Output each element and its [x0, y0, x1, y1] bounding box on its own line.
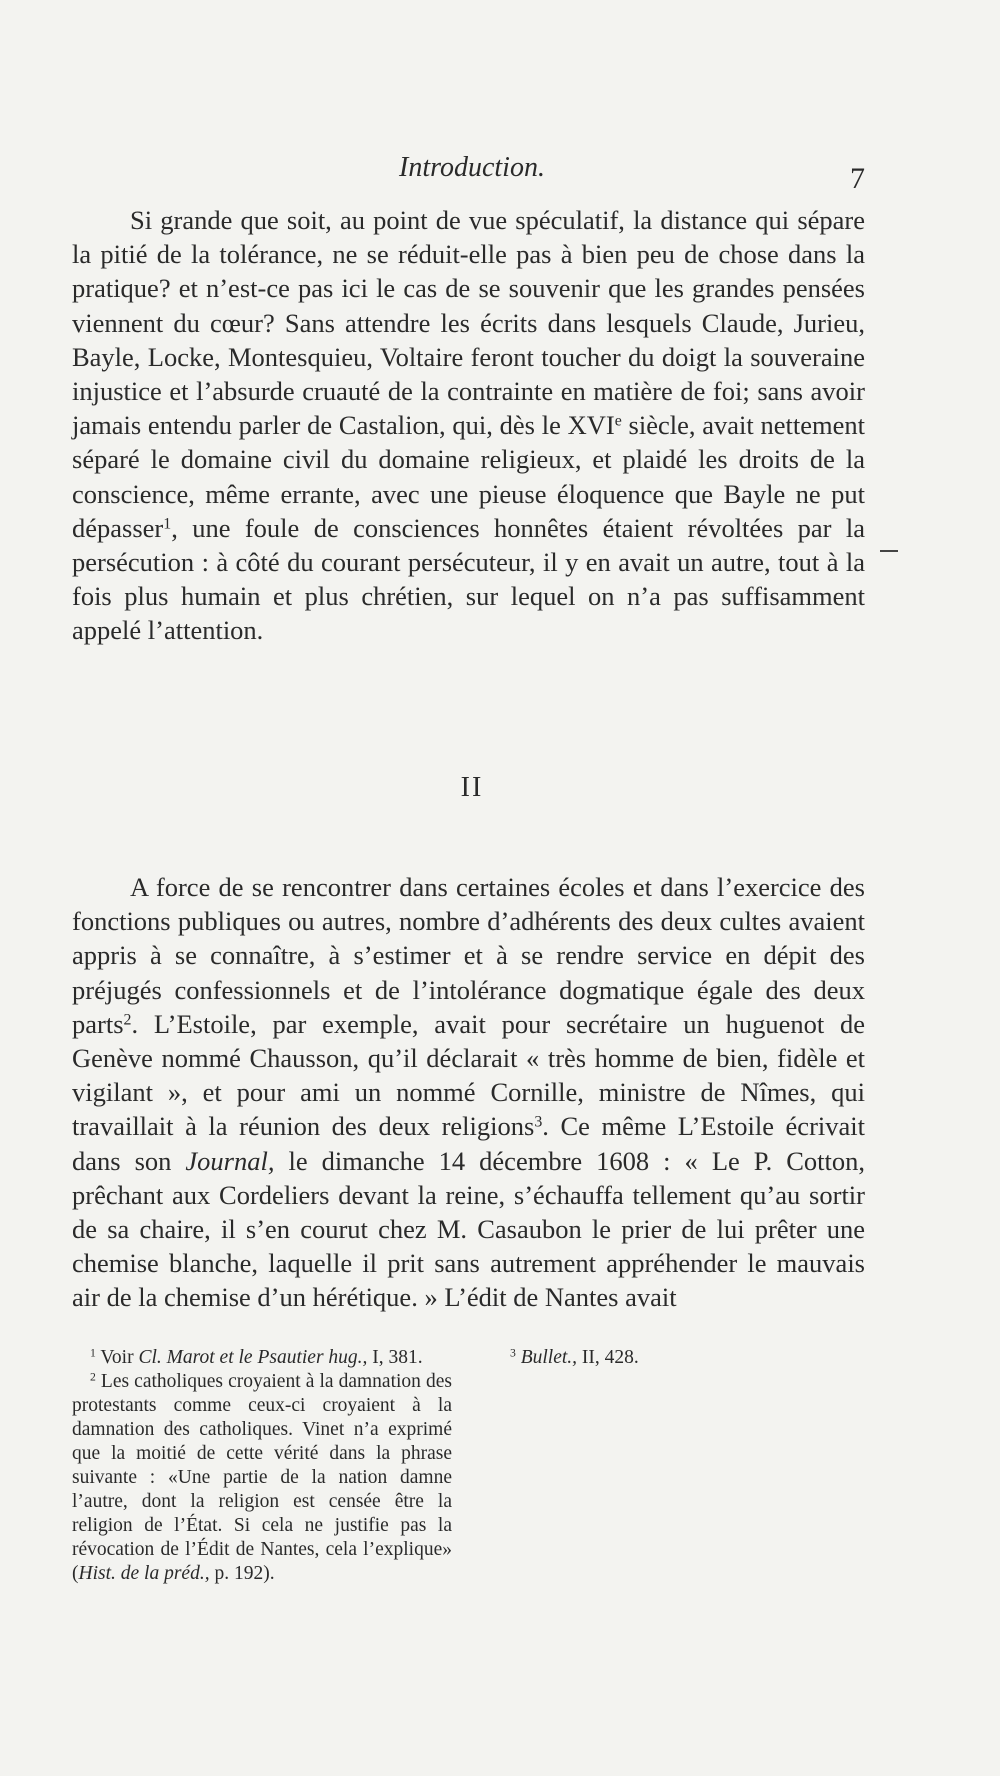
paragraph-1-text-a: Si grande que soit, au point de vue spéculatif, la distance qui sépare la pitié de la tolérance, ne se réduit-elle pas à bien peu de chose dans la pratique? et n’est-ce pas ici le cas de se souvenir que les grandes pensées viennent du cœur? Sans attendre les écrits dans lesquels Claude, Jurieu, Bayle, Locke, Montesquieu, Voltaire feront toucher du doigt la souveraine injustice et l’absurde cruauté de la contrainte en matière de foi; sans avoir jamais entendu parler de Castalion, qui, dès le XVI [72, 205, 865, 441]
journal-title: Journal, [185, 1145, 275, 1176]
paragraph-1-text-b: siècle, avait nettement séparé le domaine civil du domaine religieux, et plaidé les droits de la conscience, même errante, avec une pieuse éloquence que Bayle ne put dépasser [72, 410, 865, 543]
paragraph-2-text-c: . Ce même L’Estoile écrivait dans son [72, 1111, 865, 1176]
footnote-2-citation: Hist. de la préd., [78, 1563, 210, 1584]
footnote-2-text-a: Les catholiques croyaient à la damnation des protestants comme ceux-ci croyaient à la damnation des catholiques. Vinet n’a exprimé que la moitié de cette vérité dans la phrase suivante : «Une partie de la nation damne l’autre, dont la religion est censée être la religion de l’État. Si cela ne justifie pas la révocation de l’Édit de Nantes, cela l’explique» ( [72, 1371, 452, 1584]
paragraph-2-text-d: le dimanche 14 décembre 1608 : « Le P. Cotton, prêchant aux Cordeliers devant la reine, s’échauffa tellement qu’au sortir de sa chaire, il s’en courut chez M. Casaubon le prier de lui prêter une chemise blanche, laquelle il prit sans autrement appréhender le mauvais air de la chemise d’un hérétique. » L’édit de Nantes avait [72, 1145, 865, 1313]
footnote-2-text-b: p. 192). [209, 1563, 275, 1584]
section-heading: II [460, 772, 484, 803]
footnote-1-text-a: Voir [95, 1347, 139, 1368]
footnote-3-citation: Bullet., [515, 1347, 578, 1368]
footnote-3-number: 3 [510, 1346, 516, 1360]
footnotes-left-column [72, 1346, 452, 1586]
footnote-2 [72, 1370, 452, 1586]
footnotes [72, 1346, 872, 1586]
footnote-3-text-b: II, 428. [577, 1347, 639, 1368]
footnote-1 [72, 1346, 452, 1370]
paragraph-1-text-c: , une foule de consciences honnêtes étaient révoltées par la persécution : à côté du courant persécuteur, il y en avait un autre, tout à la fois plus humain et plus chrétien, sur lequel on n’a pas suffisamment appelé l’attention. [72, 512, 865, 646]
footnote-3 [492, 1346, 872, 1370]
footnote-1-title: Cl. Marot et le Psautier hug., [138, 1347, 368, 1368]
footnote-ref-1: 1 [163, 515, 172, 533]
footnote-2-number: 2 [90, 1370, 96, 1384]
paragraph-2-text-a: A force de se rencontrer dans certaines écoles et dans l’exercice des fonctions publiques ou autres, nombre d’adhérents des deux cultes avaient appris à se connaître, à s’estimer et à se rendre service en dépit des préjugés confessionnels et de l’intolérance dogmatique égale des deux parts [72, 872, 865, 1039]
footnote-1-number: 1 [90, 1346, 96, 1360]
footnotes-right-column [492, 1346, 872, 1586]
margin-mark [880, 550, 898, 552]
page-number: 7 [850, 162, 865, 195]
century-superscript: e [614, 412, 622, 430]
running-title: Introduction. [399, 152, 545, 183]
footnote-ref-3: 3 [534, 1113, 543, 1131]
paragraph-2-text-b: . L’Estoile, par exemple, avait pour secrétaire un huguenot de Genève nommé Chausson, qu’il déclarait « très homme de bien, fidèle et vigilant », et pour ami un nommé Cornille, ministre de Nîmes, qui travaillait à la réunion des deux religions [72, 1008, 865, 1142]
footnote-ref-2: 2 [123, 1011, 132, 1029]
footnote-1-text-b: I, 381. [367, 1347, 423, 1368]
paragraph-1 [72, 203, 865, 648]
paragraph-2 [72, 870, 865, 1315]
